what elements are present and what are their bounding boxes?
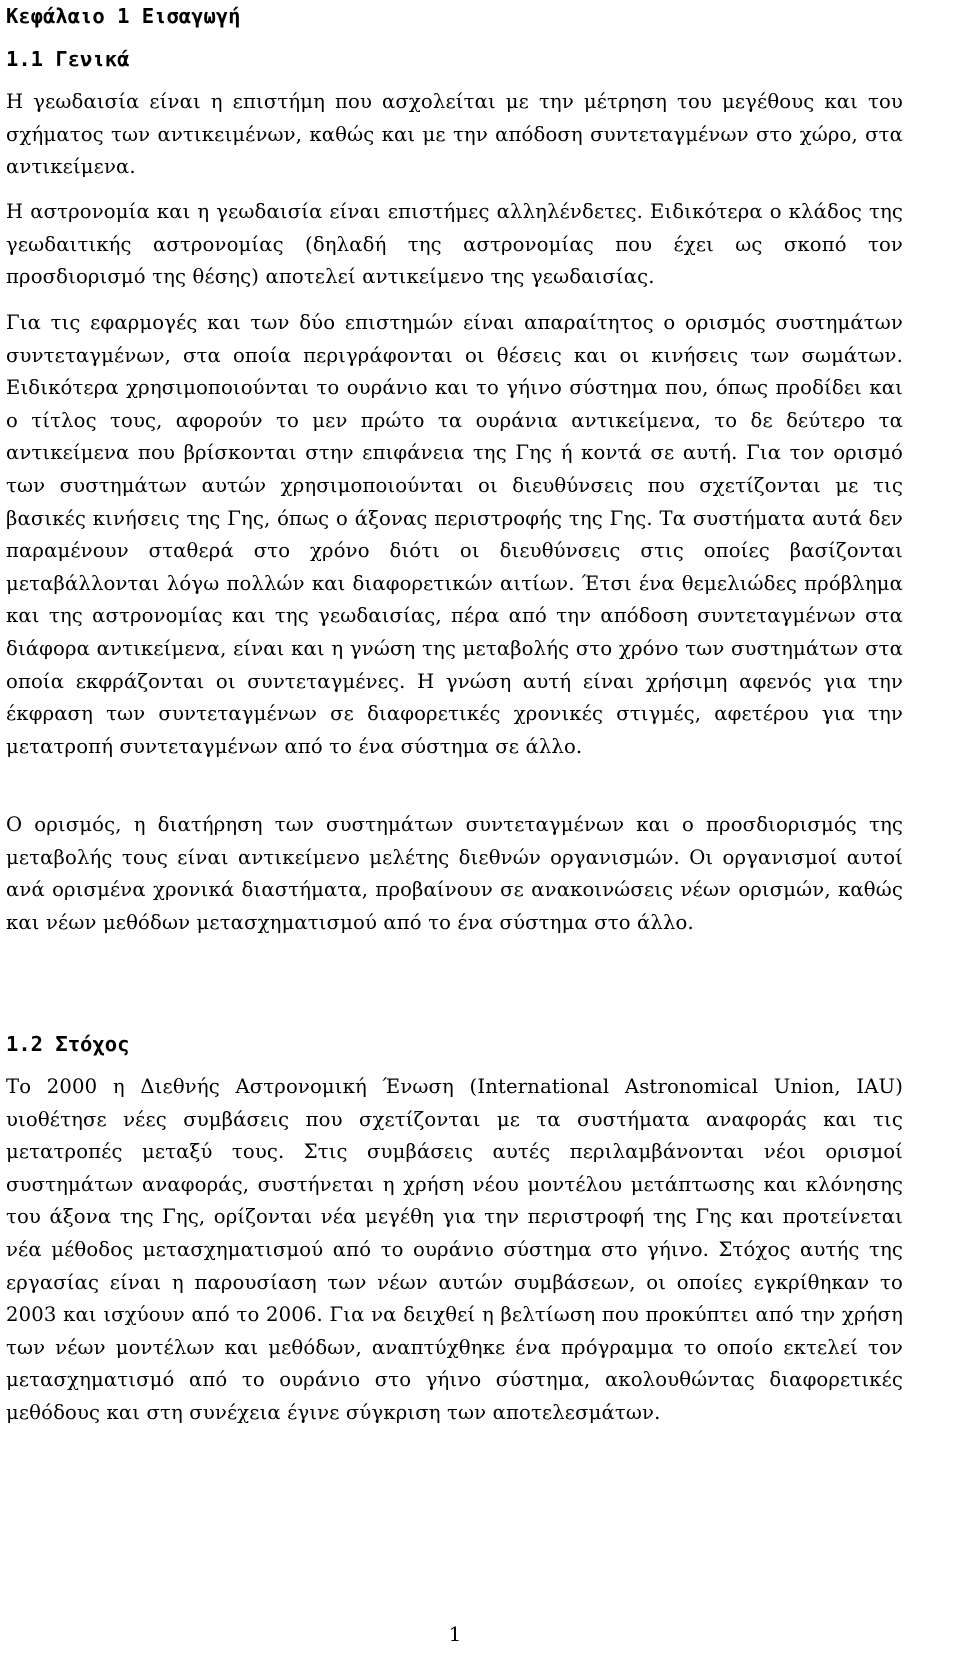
paragraph-coordinate-systems: Για τις εφαρμογές και των δύο επιστημών είναι απαραίτητος ο ορισμός συστημάτων συντεταγμένων, στα οποία περιγράφονται οι θέσεις και οι κινήσεις των σωμάτων. Ειδικότερα χρησιμοποιούνται το ουράνιο και το γήινο σύστημα που, όπως προδίδει και ο τίτλος τους, αφορούν το μεν πρώτο τα ουράνια αντικείμενα, το δε δεύτερο τα αντικείμενα που βρίσκονται στην επιφάνεια της Γης ή κοντά σε αυτή. Για τον ορισμό των συστημάτων αυτών χρησιμοποιούνται οι διευθύνσεις που σχετίζονται με τις βασικές κινήσεις της Γης, όπως ο άξονας περιστροφής της Γης. Τα συστήματα αυτά δεν παραμένουν σταθερά στο χρόνο διότι οι διευθύνσεις στις οποίες βασίζονται μεταβάλλονται λόγω πολλών και διαφορετικών αιτίων. Έτσι ένα θεμελιώδες πρόβλημα και της αστρονομίας και της γεωδαισίας, πέρα από την απόδοση συντεταγμένων στα διάφορα αντικείμενα, είναι και η γνώση της μεταβολής στο χρόνο των συστημάτων στα οποία εκφράζονται οι συντεταγμένες. Η γνώση αυτή είναι χρήσιμη αφενός για την έκφραση των συντεταγμένων σε διαφορετικές χρονικές στιγμές, αφετέρου για την μετατροπή συντεταγμένων από το ένα σύστημα σε άλλο. xyxy=(6,311,903,758)
paragraph-international-organizations: Ο ορισμός, η διατήρηση των συστημάτων συντεταγμένων και ο προσδιορισμός της μεταβολής τους είναι αντικείμενο μελέτης διεθνών οργανισμών. Οι οργανισμοί αυτοί ανά ορισμένα χρονικά διαστήματα, προβαίνουν σε ανακοινώσεις νέων ορισμών, καθώς και νέων μεθόδων μετασχηματισμού από το ένα σύστημα στο άλλο. xyxy=(6,813,903,934)
paragraph-geodesy-definition: Η γεωδαισία είναι η επιστήμη που ασχολείται με την μέτρηση του μεγέθους και του σχήματος των αντικειμένων, καθώς και με την απόδοση συντεταγμένων στο χώρο, στα αντικείμενα. xyxy=(6,90,903,179)
section-heading-general: 1.1 Γενικά xyxy=(6,47,130,71)
page-number: 1 xyxy=(448,1622,462,1646)
paragraph-iau-conventions: Το 2000 η Διεθνής Αστρονομική Ένωση (International Astronomical Union, IAU) υιοθέτησε νέες συμβάσεις που σχετίζονται με τα συστήματα αναφοράς και τις μετατροπές μεταξύ τους. Στις συμβάσεις αυτές περιλαμβάνονται νέοι ορισμοί συστημάτων αναφοράς, συστήνεται η χρήση νέου μοντέλου μετάπτωσης και κλόνησης του άξονα της Γης, ορίζονται νέα μεγέθη για την περιστροφή της Γης και προτείνεται νέα μέθοδος μετασχηματισμού από το ουράνιο σύστημα στο γήινο. Στόχος αυτής της εργασίας είναι η παρουσίαση των νέων αυτών συμβάσεων, οι οποίες εγκρίθηκαν το 2003 και ισχύουν από το 2006. Για να δειχθεί η βελτίωση που προκύπτει από την χρήση των νέων μοντέλων και μεθόδων, αναπτύχθηκε ένα πρόγραμμα το οποίο εκτελεί τον μετασχηματισμό από το ουράνιο στο γήινο σύστημα, ακολουθώντας διαφορετικές μεθόδους και στη συνέχεια έγινε σύγκριση των αποτελεσμάτων. xyxy=(6,1075,903,1424)
section-heading-objective: 1.2 Στόχος xyxy=(6,1032,130,1056)
paragraph-astronomy-geodesy: Η αστρονομία και η γεωδαισία είναι επιστήμες αλληλένδετες. Ειδικότερα ο κλάδος της γεωδαιτικής αστρονομίας (δηλαδή της αστρονομίας που έχει ως σκοπό τον προσδιορισμό της θέσης) αποτελεί αντικείμενο της γεωδαισίας. xyxy=(6,200,903,289)
chapter-title: Κεφάλαιο 1 Εισαγωγή xyxy=(6,4,241,28)
